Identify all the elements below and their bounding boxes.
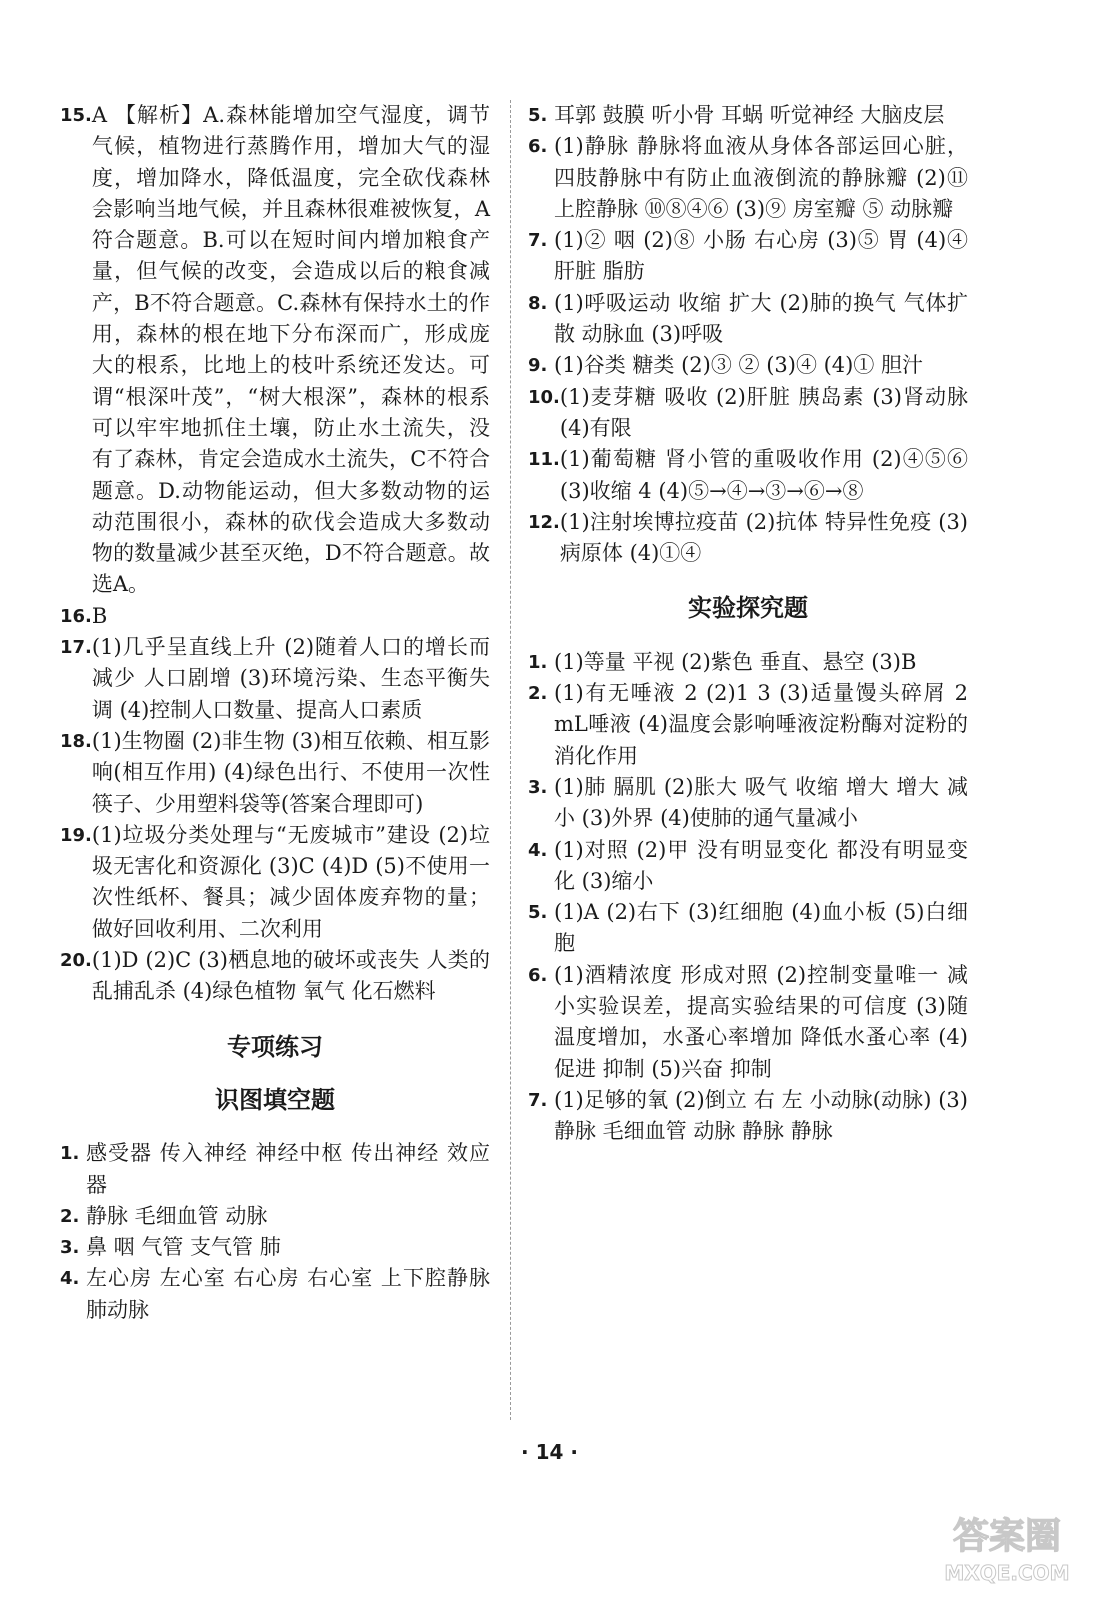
item-number: 4. (60, 1268, 80, 1290)
answer-item (528, 647, 968, 678)
answer-item (528, 131, 968, 225)
item-text: (1)② 咽 (2)⑧ 小肠 右心房 (3)⑤ 胃 (4)④ 肝脏 脂肪 (554, 228, 968, 284)
section-title: 实验探究题 (688, 594, 808, 623)
item-text: 耳郭 鼓膜 听小骨 耳蜗 听觉神经 大脑皮层 (554, 103, 945, 127)
left-column (60, 100, 490, 1326)
answer-item (528, 772, 968, 835)
item-text: (1)生物圈 (2)非生物 (3)相互依赖、相互影响(相互作用) (4)绿色出行、不使用一次性筷子、少用塑料袋等(答案合理即可) (91, 728, 490, 816)
item-text: (1)足够的氧 (2)倒立 右 左 小动脉(动脉) (3)静脉 毛细血管 动脉 静脉 静脉 (554, 1087, 968, 1144)
item-text: (1)谷类 糖类 (2)③ ② (3)④ (4)① 胆汁 (554, 353, 924, 378)
answer-item (60, 1232, 490, 1263)
item-text: (1)有无唾液 2 (2)1 3 (3)适量馒头碎屑 2 mL唾液 (4)温度会影响唾液淀粉酶对淀粉的消化作用 (554, 681, 968, 768)
section-title: 专项练习 (227, 1032, 323, 1061)
watermark-text-bottom: MXQE.COM (944, 1561, 1070, 1585)
answer-item (528, 382, 968, 445)
answer-item (528, 507, 968, 570)
answer-item (528, 835, 968, 898)
item-text: (1)对照 (2)甲 没有明显变化 都没有明显变化 (3)缩小 (554, 837, 968, 893)
answer-item (528, 1085, 968, 1148)
item-number: 5. (528, 902, 548, 924)
item-number: 3. (60, 1237, 80, 1259)
answer-item (60, 100, 490, 601)
item-number: 17. (60, 637, 92, 659)
item-text: (1)A (2)右下 (3)红细胞 (4)血小板 (5)白细胞 (554, 900, 968, 956)
answer-list-a (60, 100, 490, 1008)
item-text: 左心房 左心室 右心房 右心室 上下腔静脉 肺动脉 (86, 1266, 490, 1322)
item-number: 6. (528, 136, 548, 158)
subsection-title: 识图填空题 (215, 1085, 335, 1114)
answer-item (60, 601, 490, 632)
item-number: 1. (60, 1143, 80, 1165)
item-number: 18. (60, 730, 92, 752)
item-text: 感受器 传入神经 神经中枢 传出神经 效应器 (86, 1141, 490, 1197)
item-text: (1)呼吸运动 收缩 扩大 (2)肺的换气 气体扩散 动脉血 (3)呼吸 (554, 290, 968, 347)
item-number: 20. (60, 950, 92, 972)
item-number: 10. (528, 386, 560, 408)
answer-item (528, 960, 968, 1085)
item-number: 3. (528, 776, 548, 798)
right-column (528, 100, 968, 1148)
answer-item (528, 678, 968, 772)
answer-item (60, 1201, 490, 1232)
item-number: 2. (528, 683, 548, 705)
answer-item (528, 288, 968, 351)
item-number: 4. (528, 839, 548, 861)
answer-item (528, 100, 968, 131)
item-number: 5. (528, 105, 548, 126)
answer-item (60, 1263, 490, 1326)
item-number: 11. (528, 449, 560, 471)
answer-item (528, 897, 968, 960)
answer-list-c (528, 100, 968, 569)
answer-item (60, 945, 490, 1008)
item-text: 静脉 毛细血管 动脉 (86, 1203, 268, 1228)
watermark-text-top: 答案圈 (952, 1516, 1062, 1557)
item-text: (1)酒精浓度 形成对照 (2)控制变量唯一 减小实验误差，提高实验结果的可信度 (3)随温度增加，水蚤心率增加 降低水蚤心率 (4)促进 抑制 (5)兴奋 抑制 (554, 962, 968, 1081)
item-text: (1)等量 平视 (2)紫色 垂直、悬空 (3)B (554, 649, 917, 674)
item-number: 9. (528, 355, 548, 377)
page-number: · 14 · (521, 1440, 578, 1464)
item-text: (1)麦芽糖 吸收 (2)肝脏 胰岛素 (3)肾动脉 (4)有限 (559, 384, 968, 440)
item-number: 12. (528, 511, 560, 533)
item-number: 8. (528, 292, 548, 314)
item-number: 2. (60, 1205, 80, 1227)
answer-item (528, 225, 968, 288)
item-text: (1)葡萄糖 肾小管的重吸收作用 (2)④⑤⑥ (3)收缩 4 (4)⑤→④→③→⑥→⑧ (559, 447, 968, 503)
item-text: (1)垃圾分类处理与“无废城市”建设 (2)垃圾无害化和资源化 (3)C (4)D (5)不使用一次性纸杯、餐具；减少固体废弃物的量；做好回收利用、二次利用 (91, 822, 490, 941)
answer-list-b (60, 1138, 490, 1326)
item-number: 7. (528, 1089, 548, 1111)
item-number: 7. (528, 230, 548, 252)
item-text: 鼻 咽 气管 支气管 肺 (86, 1235, 281, 1260)
item-number: 16. (60, 605, 92, 627)
answer-item (60, 1138, 490, 1201)
watermark-logo (937, 1500, 1077, 1590)
item-text: B (91, 603, 108, 628)
item-text: (1)注射埃博拉疫苗 (2)抗体 特异性免疫 (3)病原体 (4)①④ (559, 509, 968, 566)
item-number: 15. (60, 105, 92, 126)
answer-item (528, 444, 968, 507)
item-text: A 【解析】A.森林能增加空气湿度，调节气候，植物进行蒸腾作用，增加大气的湿度，增加降水，降低温度，完全砍伐森林会影响当地气候，并且森林很难被恢复，A符合题意。B.可以在短时间内增加粮食产量，但气候的改变，会造成以后的粮食减产，B不符合题意。C.森林有保持水土的作用，森林的根在地下分布深而广，形成庞大的根系，比地上的枝叶系统还发达。可谓“根深叶茂”，“树大根深”，森林的根系可以牢牢地抓住土壤，防止水土流失，没有了森林，肯定会造成水土流失，C不符合题意。D.动物能运动，但大多数动物的运动范围很小，森林的砍伐会造成大多数动物的数量减少甚至灭绝，D不符合题意。故选A。 (91, 103, 490, 597)
answer-item (60, 726, 490, 820)
item-text: (1)D (2)C (3)栖息地的破坏或丧失 人类的乱捕乱杀 (4)绿色植物 氧气 化石燃料 (91, 948, 490, 1004)
item-number: 19. (60, 824, 92, 846)
item-text: (1)几乎呈直线上升 (2)随着人口的增长而减少 人口剧增 (3)环境污染、生态平衡失调 (4)控制人口数量、提高人口素质 (91, 635, 490, 722)
answer-list-d (528, 647, 968, 1148)
column-divider (510, 100, 511, 1420)
answer-item (528, 350, 968, 381)
answer-item (60, 820, 490, 945)
item-text: (1)肺 膈肌 (2)胀大 吸气 收缩 增大 增大 减小 (3)外界 (4)使肺的通气量减小 (554, 774, 968, 831)
item-number: 6. (528, 964, 548, 986)
item-text: (1)静脉 静脉将血液从身体各部运回心脏，四肢静脉中有防止血液倒流的静脉瓣 (2)⑪ 上腔静脉 ⑩⑧④⑥ (3)⑨ 房室瓣 ⑤ 动脉瓣 (554, 134, 968, 221)
answer-item (60, 632, 490, 726)
item-number: 1. (528, 651, 548, 673)
